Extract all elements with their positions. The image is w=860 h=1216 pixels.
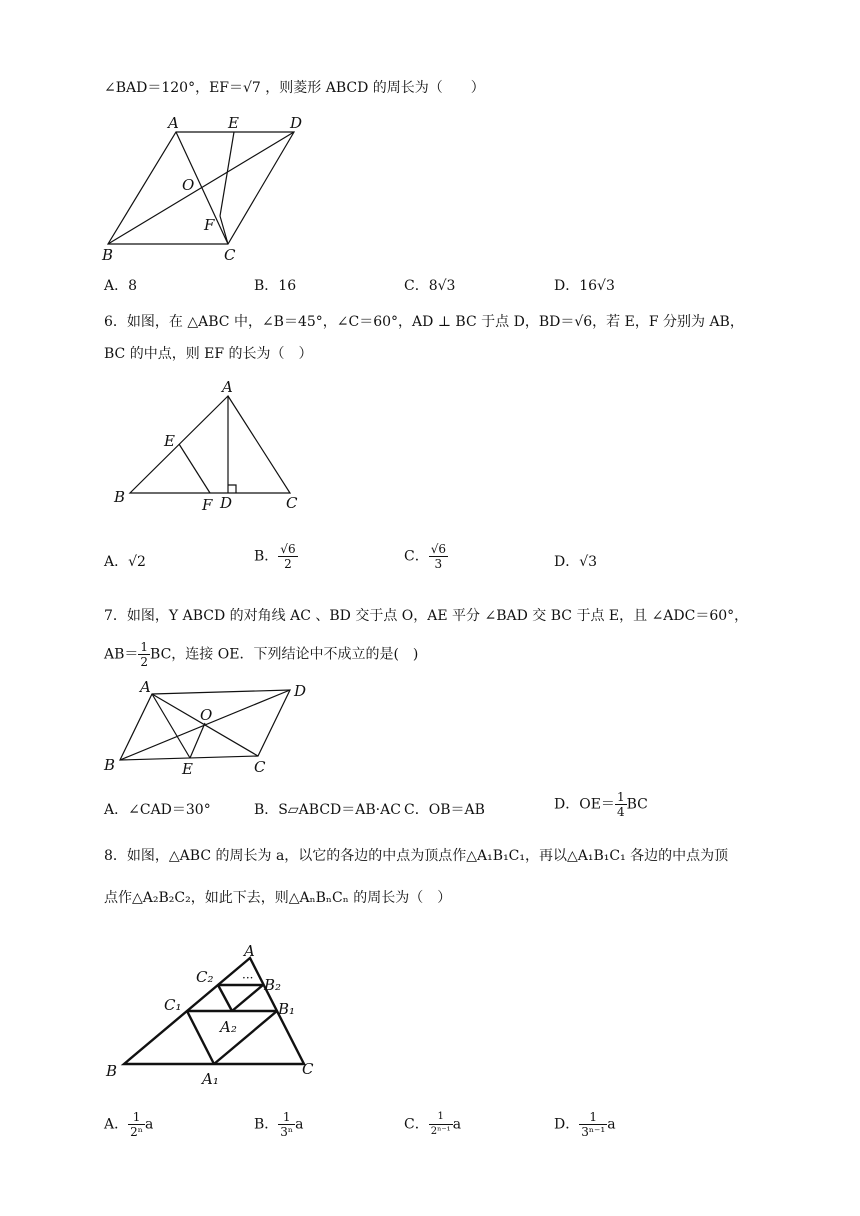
q8-label-a2: A₂ [220, 1018, 237, 1036]
q8-option-d[interactable] [554, 1110, 616, 1139]
q7-option-d-post: BC [626, 796, 648, 813]
q7-label-o: O [200, 706, 213, 724]
q5-label-o: O [182, 176, 195, 194]
q5-label-a: A [168, 114, 179, 132]
q5-option-b-text: 16 [278, 278, 297, 294]
q8-option-b-fraction [278, 1110, 295, 1139]
q7-stem-line1: 7．如图，Y ABCD 的对角线 AC 、BD 交于点 O，AE 平分 ∠BAD 交 BC 于点 E，且 ∠ADC＝60°， [104, 608, 749, 624]
q7-label-e: E [182, 760, 193, 778]
q5-label-e: E [228, 114, 239, 132]
q8-stem-line1: 8．如图，△ABC 的周长为 a，以它的各边的中点为顶点作△A₁B₁C₁，再以△A₁B₁C₁ 各边的中点为顶 [104, 848, 729, 864]
q5-option-c-text: 8√3 [428, 278, 456, 294]
q5-option-d-letter: D． [554, 278, 580, 294]
q6-option-b-fraction [278, 542, 297, 571]
q8-stem-line2: 点作△A₂B₂C₂，如此下去，则△AₙBₙCₙ 的周长为（ ） [104, 890, 452, 906]
q7-option-d-pre: OE＝ [579, 796, 615, 813]
q6-option-d[interactable] [554, 552, 597, 572]
q6-option-b[interactable] [254, 542, 298, 571]
q8-option-a-letter: A． [104, 1116, 129, 1133]
q8-label-c: C [302, 1060, 314, 1078]
q6-label-c: C [286, 494, 298, 512]
q6-option-c-fraction [429, 542, 448, 571]
q6-stem-line2: BC 的中点，则 EF 的长为（ ） [104, 346, 313, 362]
q7-label-c: C [254, 758, 266, 776]
q8-option-b-den: 3ⁿ [280, 1125, 294, 1139]
q6-label-f: F [202, 496, 213, 514]
q6-stem-line1: 6．如图，在 △ABC 中，∠B＝45°，∠C＝60°，AD ⊥ BC 于点 D，BD＝√6，若 E，F 分别为 AB， [104, 314, 744, 330]
q8-option-a-fraction [128, 1110, 145, 1139]
q8-option-d-fraction [579, 1110, 607, 1139]
q7-stem-line2 [104, 640, 418, 669]
q7-stem-line2-pre: AB＝ [104, 646, 139, 663]
q7-stem-line2-post: BC，连接 OE．下列结论中不成立的是( ) [150, 646, 419, 663]
q7-stem-fraction-den: 2 [140, 655, 149, 669]
q8-option-c-fraction [429, 1110, 453, 1139]
q7-option-b[interactable] [254, 800, 401, 820]
q5-option-d-text: 16√3 [579, 278, 615, 294]
q7-option-d-letter: D． [554, 796, 580, 813]
q5-option-b-letter: B． [254, 278, 279, 294]
q7-option-d-fraction [615, 790, 627, 819]
q7-stem-fraction-num: 1 [140, 640, 149, 654]
q6-triangle-figure [108, 376, 308, 516]
q8-option-d-letter: D． [554, 1116, 580, 1133]
q7-stem-fraction [138, 640, 150, 669]
q8-label-a1: A₁ [202, 1070, 219, 1088]
q5-option-a[interactable] [104, 276, 137, 296]
q5-option-b[interactable] [254, 276, 296, 296]
q5-label-d: D [290, 114, 303, 132]
q6-option-b-letter: B． [254, 548, 279, 565]
q7-option-c-letter: C． [404, 802, 429, 818]
q8-option-a[interactable] [104, 1110, 153, 1139]
q7-option-a[interactable] [104, 800, 211, 820]
q7-label-a: A [140, 678, 151, 696]
q6-option-a[interactable] [104, 552, 146, 572]
q8-option-a-den: 2ⁿ [130, 1125, 143, 1139]
q5-option-c[interactable] [404, 276, 455, 296]
q6-option-c-num: √6 [430, 542, 446, 556]
q8-option-c-letter: C． [404, 1116, 429, 1133]
q7-option-d-den: 4 [616, 805, 625, 819]
q8-option-a-post: a [144, 1116, 154, 1133]
q8-option-d-num: 1 [579, 1110, 607, 1125]
q8-option-c-den: 2ⁿ⁻¹ [430, 1126, 451, 1137]
q6-label-d: D [220, 494, 233, 512]
q5-option-a-text: 8 [128, 278, 138, 294]
q8-label-b2: B₂ [264, 976, 282, 994]
q8-label-b: B [106, 1062, 118, 1080]
q6-label-b: B [114, 488, 126, 506]
q7-option-c[interactable] [404, 800, 485, 820]
q7-option-b-letter: B． [254, 802, 279, 818]
q7-option-b-text: S▱ABCD＝AB·AC [278, 802, 401, 818]
q8-option-c-num: 1 [429, 1110, 453, 1125]
q6-option-d-letter: D． [554, 554, 580, 570]
q6-option-b-num: √6 [280, 542, 296, 556]
q5-option-c-letter: C． [404, 278, 429, 294]
q8-label-a: A [244, 942, 255, 960]
q5-option-d[interactable] [554, 276, 615, 296]
q8-option-b-post: a [295, 1116, 304, 1133]
q8-option-c[interactable] [404, 1110, 461, 1139]
q8-option-d-post: a [607, 1116, 616, 1133]
q6-option-b-den: 2 [284, 557, 292, 571]
q8-option-b-letter: B． [254, 1116, 279, 1133]
q8-label-c1: C₁ [164, 996, 182, 1014]
q5-option-a-letter: A． [104, 278, 129, 294]
q5-label-b: B [102, 246, 114, 264]
q7-option-c-text: OB＝AB [428, 802, 485, 818]
q8-label-b1: B₁ [278, 1000, 296, 1018]
q7-label-b: B [104, 756, 116, 774]
q6-option-d-text: √3 [579, 554, 598, 570]
q6-label-a: A [222, 378, 233, 396]
q5-label-c: C [224, 246, 236, 264]
q6-label-e: E [164, 432, 175, 450]
q7-option-d[interactable] [554, 790, 648, 819]
q5-rhombus-figure [98, 112, 318, 264]
q6-option-c-letter: C． [404, 548, 429, 565]
q8-option-c-post: a [452, 1116, 462, 1133]
q8-label-c2: C₂ [196, 968, 214, 986]
q7-parallelogram-figure [100, 676, 320, 780]
q6-option-c[interactable] [404, 542, 448, 571]
q5-stem-tail: ∠BAD＝120°，EF＝√7 ，则菱形 ABCD 的周长为（ ） [104, 80, 485, 96]
q6-option-c-den: 3 [434, 557, 443, 571]
q6-option-a-text: √2 [128, 554, 146, 570]
q8-dots: ··· [242, 971, 254, 985]
q7-option-a-letter: A． [104, 802, 129, 818]
q7-label-d: D [294, 682, 307, 700]
q8-option-b-num: 1 [278, 1110, 295, 1125]
q7-option-a-text: ∠CAD＝30° [128, 802, 211, 818]
q7-option-d-num: 1 [616, 790, 625, 804]
q5-label-f: F [204, 216, 215, 234]
q8-option-a-num: 1 [128, 1110, 145, 1125]
q6-option-a-letter: A． [104, 554, 129, 570]
q8-option-d-den: 3ⁿ⁻¹ [581, 1125, 606, 1139]
q8-nested-triangles-figure [102, 938, 332, 1090]
q8-option-b[interactable] [254, 1110, 303, 1139]
